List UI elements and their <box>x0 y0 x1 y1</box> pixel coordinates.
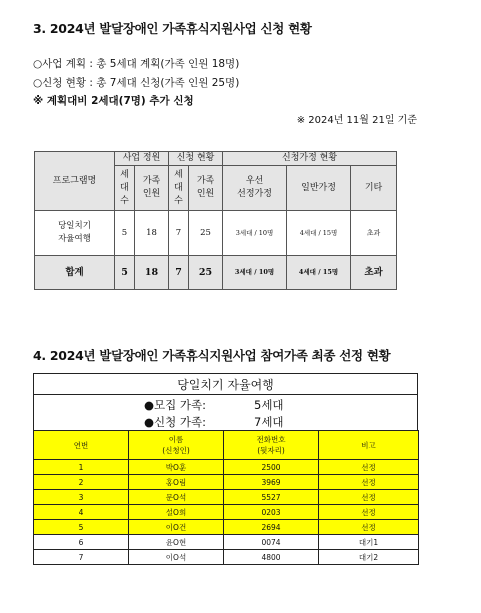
applied-text: ○신청 현황 : 총 7세대 신청(가족 인원 25명) <box>33 77 240 89</box>
applied-family: 25 <box>189 211 223 256</box>
priority-header: 우선 선정가정 <box>223 166 287 211</box>
program-header: 프로그램명 <box>35 152 115 211</box>
col-number-header: 연번 <box>34 431 129 460</box>
row-note: 선정 <box>319 505 419 520</box>
application-status-table <box>34 151 397 290</box>
table-row <box>34 460 419 475</box>
row-phone: 2694 <box>224 520 319 535</box>
households-header: 세 대 수 <box>115 166 135 211</box>
table-row <box>34 490 419 505</box>
other-value: 초과 <box>351 211 397 256</box>
col-phone-header: 전화번호 (뒷자리) <box>224 431 319 460</box>
plan-text: ○사업 계획 : 총 5세대 계획(가족 인원 18명) <box>33 58 240 70</box>
table-row <box>34 535 419 550</box>
col-note-header: 비고 <box>319 431 419 460</box>
row-name: 설O희 <box>129 505 224 520</box>
row-name: 문O석 <box>129 490 224 505</box>
recruit-value: 5세대 <box>254 398 284 412</box>
recruit-line <box>144 397 284 413</box>
applied-value: 7세대 <box>254 415 284 429</box>
recruit-label: ●모집 가족: <box>144 398 206 412</box>
col-name-header: 이름 (신청인) <box>129 431 224 460</box>
row-name: 이O석 <box>129 550 224 565</box>
row-phone: 5527 <box>224 490 319 505</box>
family-header: 가족 인원 <box>135 166 169 211</box>
quota-family: 18 <box>135 211 169 256</box>
quota-group-header: 사업 정원 <box>115 152 169 166</box>
total-applied-households: 7 <box>169 256 189 290</box>
total-other: 초과 <box>351 256 397 290</box>
general-header: 일반가정 <box>287 166 351 211</box>
total-general: 4세대 / 15명 <box>287 256 351 290</box>
total-priority: 3세대 / 10명 <box>223 256 287 290</box>
row-number: 3 <box>34 490 129 505</box>
row-note: 선정 <box>319 460 419 475</box>
section3-title: 3. 2024년 발달장애인 가족휴식지원사업 신청 현황 <box>33 21 312 36</box>
selection-table <box>33 430 419 565</box>
general-value: 4세대 / 15명 <box>287 211 351 256</box>
row-note: 선정 <box>319 475 419 490</box>
applied-group-header: 신청 현황 <box>169 152 223 166</box>
row-phone: 0074 <box>224 535 319 550</box>
total-label: 합계 <box>35 256 115 290</box>
table-row <box>34 505 419 520</box>
section4-title: 4. 2024년 발달장애인 가족휴식지원사업 참여가족 최종 선정 현황 <box>33 348 391 363</box>
row-name: 박O훈 <box>129 460 224 475</box>
row-phone: 0203 <box>224 505 319 520</box>
row-phone: 4800 <box>224 550 319 565</box>
row-number: 6 <box>34 535 129 550</box>
row-name: 윤O현 <box>129 535 224 550</box>
quota-households: 5 <box>115 211 135 256</box>
row-phone: 2500 <box>224 460 319 475</box>
row-number: 2 <box>34 475 129 490</box>
table-row <box>34 475 419 490</box>
priority-value: 3세대 / 10명 <box>223 211 287 256</box>
row-number: 5 <box>34 520 129 535</box>
row-name: 홍O림 <box>129 475 224 490</box>
applied-line <box>144 414 284 430</box>
selection-summary-box <box>33 373 418 431</box>
row-number: 7 <box>34 550 129 565</box>
row-note: 대기1 <box>319 535 419 550</box>
table-row <box>34 520 419 535</box>
applied-label: ●신청 가족: <box>144 415 206 429</box>
table-row <box>34 550 419 565</box>
total-applied-family: 25 <box>189 256 223 290</box>
applied-households: 7 <box>169 211 189 256</box>
row-phone: 3969 <box>224 475 319 490</box>
row-name: 이O건 <box>129 520 224 535</box>
family-header: 가족 인원 <box>189 166 223 211</box>
total-quota-households: 5 <box>115 256 135 290</box>
row-note: 선정 <box>319 490 419 505</box>
program-title: 당일치기 자율여행 <box>34 376 417 395</box>
status-group-header: 신청가정 현황 <box>223 152 397 166</box>
row-note: 선정 <box>319 520 419 535</box>
total-quota-family: 18 <box>135 256 169 290</box>
date-text: ※ 2024년 11월 21일 기준 <box>296 115 417 126</box>
program-name: 당일치기 자율여행 <box>35 211 115 256</box>
households-header: 세 대 수 <box>169 166 189 211</box>
row-number: 1 <box>34 460 129 475</box>
row-note: 대기2 <box>319 550 419 565</box>
note-text: ※ 계획대비 2세대(7명) 추가 신청 <box>33 95 194 107</box>
row-number: 4 <box>34 505 129 520</box>
other-header: 기타 <box>351 166 397 211</box>
